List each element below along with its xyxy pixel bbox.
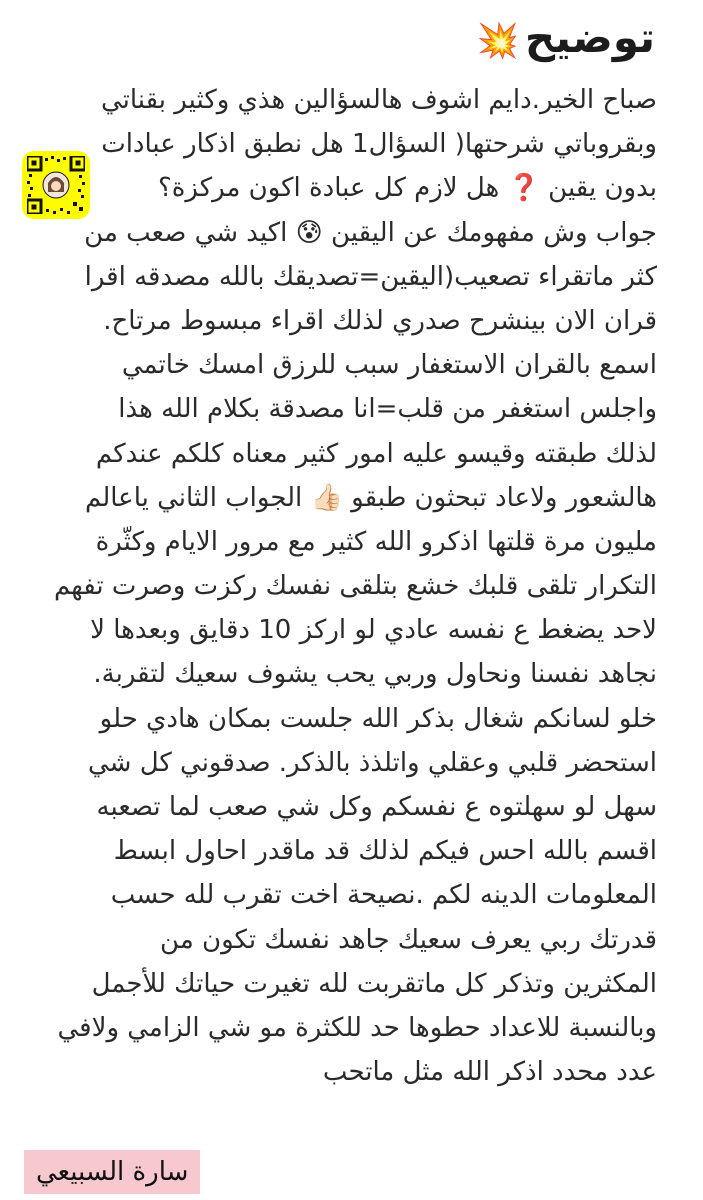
text-line: خلو لسانكم شغال بذكر الله جلست بمكان هادي حلو xyxy=(99,703,657,734)
text-line: عدد محدد اذكر الله مثل ماتحب xyxy=(322,1057,657,1088)
page-title xyxy=(477,8,655,71)
text-line: المعلومات الدينه لكم .نصيحة اخت تقرب لله حسب xyxy=(110,880,657,911)
text-line: كثر ماتقراء تصعيب(اليقين=تصديقك بالله مصدقه اقرا xyxy=(84,261,657,292)
text-line: واجلس استغفر من قلب=انا مصدقة بكلام الله هذا xyxy=(118,394,657,425)
title-text: توضيح xyxy=(524,13,655,62)
text-line: التكرار تلقى قلبك خشع بتلقى نفسك ركزت وصرت تفهم xyxy=(53,571,657,602)
text-line: وبقروباتي شرحتها( السؤال1 هل نطبق اذكار عبادات xyxy=(101,129,657,160)
text-line: وبالنسبة للاعداد حطوها حد للكثرة مو شي الزامي ولافي xyxy=(57,1012,657,1043)
text-line: اقسم بالله احس فيكم لذلك قد ماقدر احاول ابسط xyxy=(113,836,657,867)
text-line: لذلك طبقته وقيسو عليه امور كثير معناه كلكم عندكم xyxy=(95,438,657,469)
author-signature: سارة السبيعي xyxy=(24,1150,200,1194)
explanation-text xyxy=(24,78,657,1094)
text-line: نجاهد نفسنا ونحاول وربي يحب يشوف سعيك لتقربة. xyxy=(93,659,657,690)
collision-icon: 💥 xyxy=(476,20,519,61)
text-line: سهل لو سهلتوه ع نفسكم وكل شي صعب لما تصعبه xyxy=(96,792,657,822)
text-line: استحضر قلبي وعقلي واتلذذ بالذكر. صدقوني كل شي xyxy=(87,747,657,778)
text-line: هالشعور ولاعاد تبحثون طبقو 👍🏻 الجواب الثاني ياعالم xyxy=(85,482,657,513)
text-line: صباح الخير.دايم اشوف هالسؤالين هذي وكثير بقناتي xyxy=(100,85,657,115)
text-line: لاحد يضغط ع نفسه عادي لو اركز 10 دقايق وبعدها لا xyxy=(90,615,657,646)
text-line: قدرتك ربي يعرف سعيك جاهد نفسك تكون من xyxy=(160,924,657,955)
text-line: اسمع بالقران الاستغفار سبب للرزق امسك خاتمي xyxy=(121,350,657,381)
text-line: جواب وش مفهومك عن اليقين 😰 اكيد شي صعب من xyxy=(84,217,657,248)
text-line: المكثرين وتذكر كل ماتقربت لله تغيرت حياتك للأجمل xyxy=(91,968,657,999)
text-line: بدون يقين ❓ هل لازم كل عبادة اكون مركزة؟ xyxy=(157,173,657,204)
text-line: مليون مرة قلتها اذكرو الله كثير مع مرور الايام وكثّرة xyxy=(95,526,657,557)
text-line: قران الان بينشرح صدري لذلك اقراء مبسوط مرتاح. xyxy=(103,305,657,336)
